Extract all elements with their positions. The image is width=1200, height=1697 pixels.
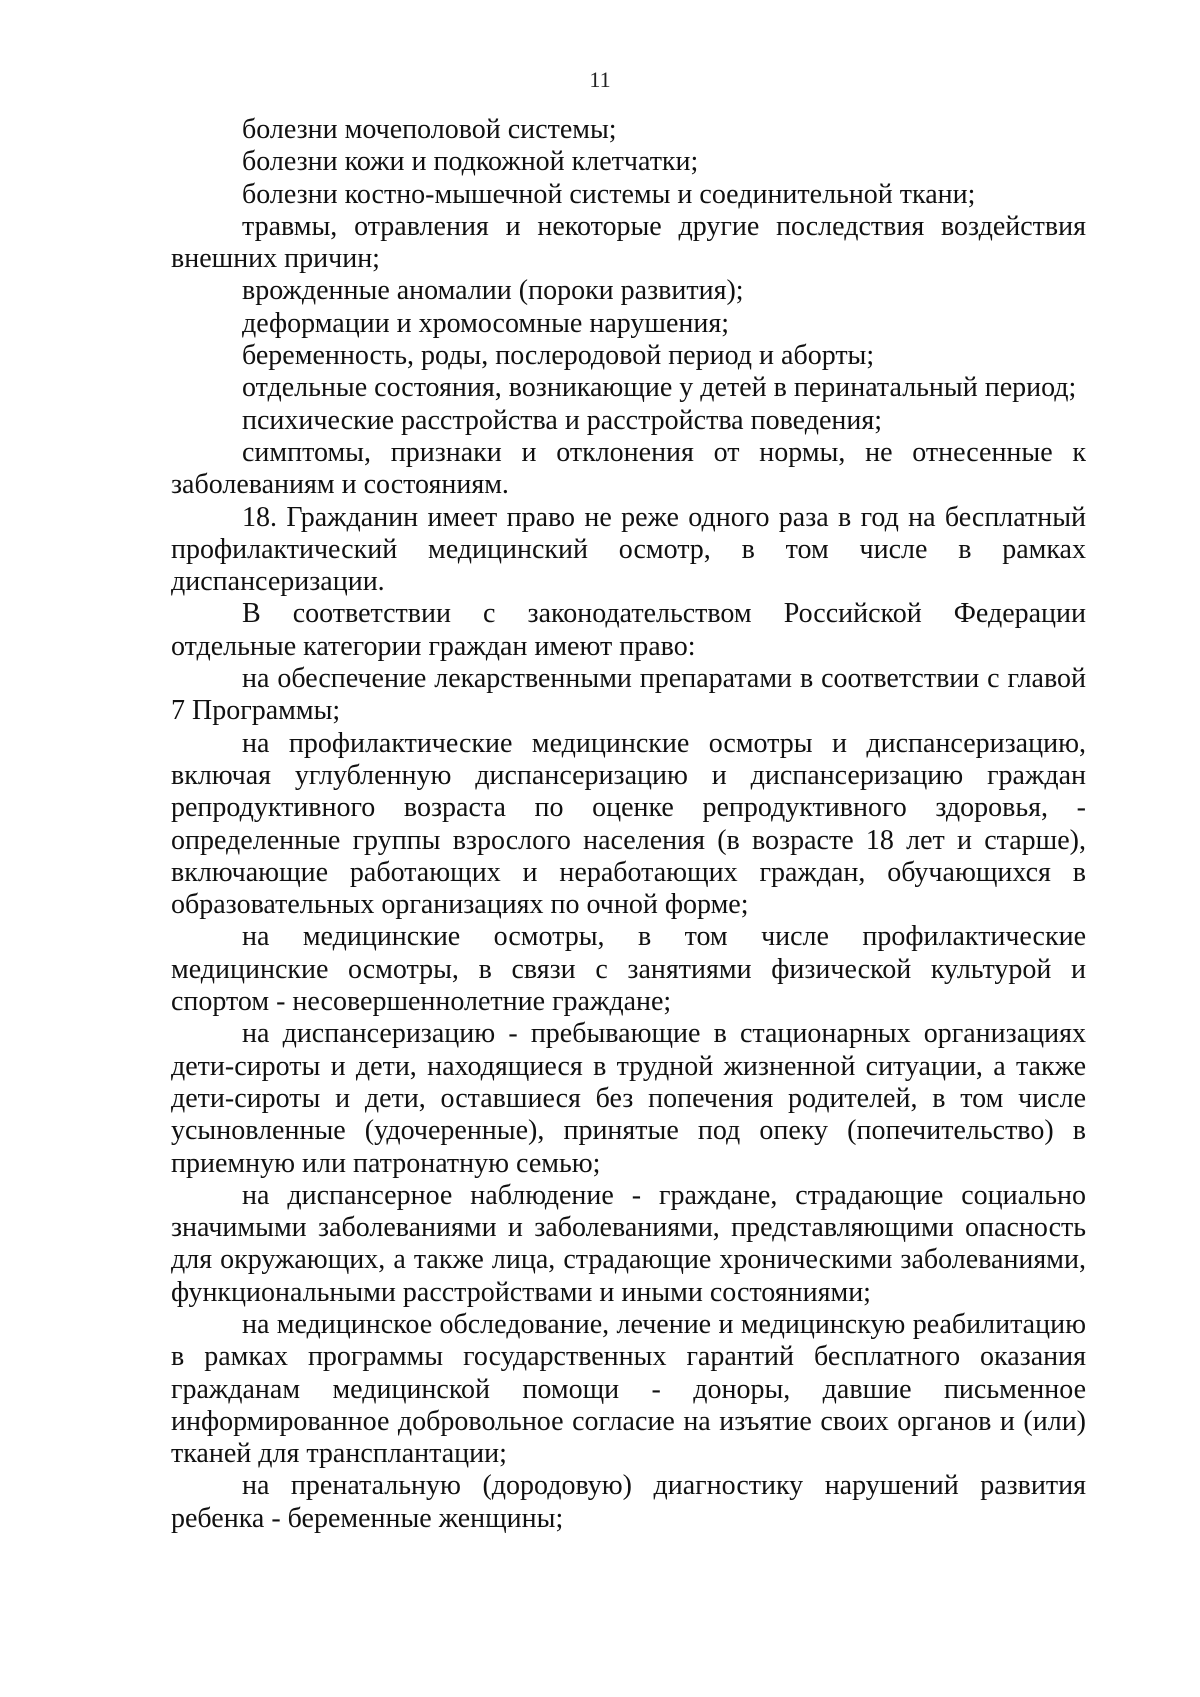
paragraph-categories-intro: В соответствии с законодательством Российской Федерации отдельные категории граждан имеют право: <box>171 598 1086 662</box>
paragraph-dispensary-observation: на диспансерное наблюдение - граждане, страдающие социально значимыми заболеваниями и заболеваниями, представляющими опасность для окружающих, а также лица, страдающие хроническими заболеваниями, функциональными расстройствами и иными состояниями; <box>171 1179 1086 1308</box>
paragraph-donors: на медицинское обследование, лечение и медицинскую реабилитацию в рамках программы государственных гарантий бесплатного оказания гражданам медицинской помощи - доноры, давшие письменное информированное добровольное согласие на изъятие своих органов и (или) тканей для трансплантации; <box>171 1308 1086 1470</box>
page-number: 11 <box>589 67 611 92</box>
paragraph-symptoms: симптомы, признаки и отклонения от нормы, не отнесенные к заболеваниям и состояниям. <box>171 436 1086 501</box>
paragraph-minor-exams: на медицинские осмотры, в том числе профилактические медицинские осмотры, в связи с занятиями физической культурой и спортом - несовершеннолетние граждане; <box>171 921 1086 1018</box>
document-body <box>171 114 1086 1535</box>
paragraph-orphans: на диспансеризацию - пребывающие в стационарных организациях дети-сироты и дети, находящиеся в трудной жизненной ситуации, а также дети-сироты и дети, оставшиеся без попечения родителей, в том числе усыновленные (удочеренные), принятые под опеку (попечительство) в приемную или патронатную семью; <box>171 1018 1086 1179</box>
paragraph-perinatal: отдельные состояния, возникающие у детей в перинатальный период; <box>242 372 1077 404</box>
paragraph-musculoskeletal: болезни костно-мышечной системы и соединительной ткани; <box>242 178 976 210</box>
paragraph-medicines: на обеспечение лекарственными препаратами в соответствии с главой 7 Программы; <box>171 663 1086 727</box>
paragraph-skin: болезни кожи и подкожной клетчатки; <box>242 146 699 178</box>
paragraph-pregnancy: беременность, роды, послеродовой период и аборты; <box>242 340 875 372</box>
paragraph-injuries: травмы, отравления и некоторые другие последствия воздействия внешних причин; <box>171 210 1086 275</box>
paragraph-preventive-exams: на профилактические медицинские осмотры и диспансеризацию, включая углубленную диспансеризацию и диспансеризацию граждан репродуктивного возраста по оценке репродуктивного здоровья, - определенные группы взрослого населения (в возрасте 18 лет и старше), включающие работающих и неработающих граждан, обучающихся в образовательных организациях по очной форме; <box>171 727 1086 921</box>
paragraph-chromosomal: деформации и хромосомные нарушения; <box>242 307 730 339</box>
paragraph-prenatal: на пренатальную (дородовую) диагностику нарушений развития ребенка - беременные женщины; <box>171 1470 1086 1534</box>
paragraph-item-18: 18. Гражданин имеет право не реже одного раза в год на бесплатный профилактический медицинский осмотр, в том числе в рамках диспансеризации. <box>171 501 1086 598</box>
paragraph-mental-disorders: психические расстройства и расстройства поведения; <box>242 404 882 436</box>
paragraph-congenital-anomalies: врожденные аномалии (пороки развития); <box>242 275 744 307</box>
paragraph-genitourinary: болезни мочеполовой системы; <box>242 114 617 145</box>
